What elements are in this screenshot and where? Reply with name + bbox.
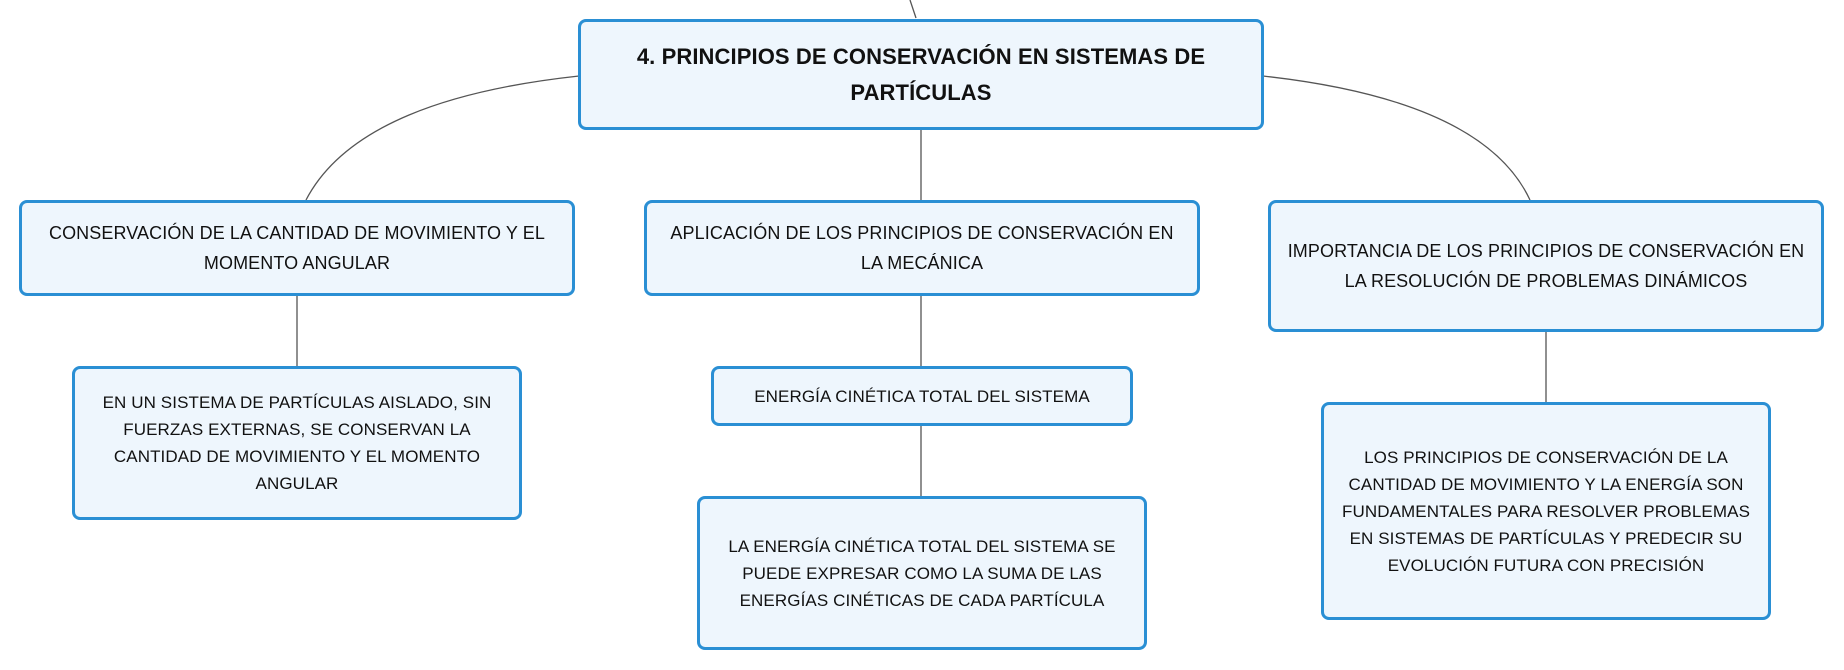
leaf-node-label: LOS PRINCIPIOS DE CONSERVACIÓN DE LA CANTIDAD DE MOVIMIENTO Y LA ENERGÍA SON FUNDAMENTALES PARA RESOLVER PROBLEMAS EN SISTEMAS DE PARTÍCULAS Y PREDECIR SU EVOLUCIÓN FUTURA CON PRECISIÓN — [1341, 447, 1751, 575]
branch-node-label: APLICACIÓN DE LOS PRINCIPIOS DE CONSERVACIÓN EN LA MECÁNICA — [670, 223, 1174, 273]
sub-node-kinetic-energy[interactable] — [711, 366, 1133, 426]
branch-node-label: CONSERVACIÓN DE LA CANTIDAD DE MOVIMIENTO Y EL MOMENTO ANGULAR — [48, 223, 546, 273]
sub-node-label: ENERGÍA CINÉTICA TOTAL DEL SISTEMA — [754, 386, 1090, 406]
leaf-node-label: EN UN SISTEMA DE PARTÍCULAS AISLADO, SIN FUERZAS EXTERNAS, SE CONSERVAN LA CANTIDAD DE MOVIMIENTO Y EL MOMENTO ANGULAR — [102, 393, 492, 493]
leaf-node-kinetic-energy-sum[interactable] — [697, 496, 1147, 650]
branch-node-momentum[interactable] — [19, 200, 575, 296]
root-node-title: 4. PRINCIPIOS DE CONSERVACIÓN EN SISTEMAS DE PARTÍCULAS — [636, 43, 1206, 105]
connector-root-to-branch-3 — [1263, 76, 1530, 200]
branch-node-label: IMPORTANCIA DE LOS PRINCIPIOS DE CONSERVACIÓN EN LA RESOLUCIÓN DE PROBLEMAS DINÁMICOS — [1287, 241, 1805, 291]
connector-to-root — [910, 0, 916, 18]
connector-root-to-branch-1 — [306, 76, 579, 200]
branch-node-importance[interactable] — [1268, 200, 1824, 332]
leaf-node-isolated-system[interactable] — [72, 366, 522, 520]
branch-node-application[interactable] — [644, 200, 1200, 296]
leaf-node-label: LA ENERGÍA CINÉTICA TOTAL DEL SISTEMA SE PUEDE EXPRESAR COMO LA SUMA DE LAS ENERGÍAS CINÉTICAS DE CADA PARTÍCULA — [728, 536, 1116, 610]
leaf-node-conservation-importance[interactable] — [1321, 402, 1771, 620]
root-node[interactable] — [578, 19, 1264, 130]
